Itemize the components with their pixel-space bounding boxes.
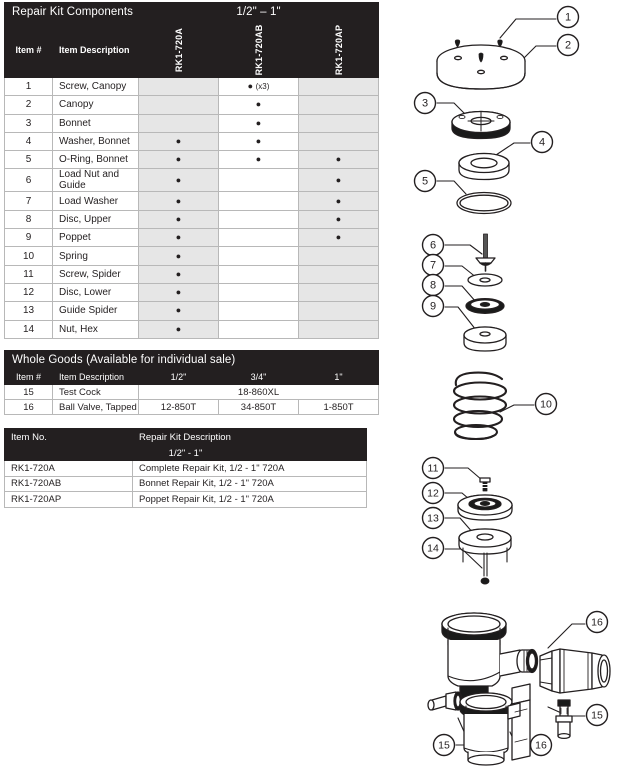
cell-part-number: 34-850T [219, 400, 299, 415]
mark-dot: ● [175, 250, 182, 261]
cell-kit-mark [139, 302, 219, 320]
callout-number: 10 [540, 398, 552, 411]
header-kit-rk1-720ap [299, 22, 379, 78]
cell-item-number: 3 [5, 114, 53, 132]
cell-item-description: Canopy [53, 96, 139, 114]
cell-item-description: Screw, Spider [53, 265, 139, 283]
cell-item-number: 15 [5, 385, 53, 400]
callout-number: 11 [427, 462, 439, 475]
cell-item-number: 7 [5, 192, 53, 210]
cell-kit-mark [139, 229, 219, 247]
rk-size-banner-row [5, 446, 367, 461]
cell-kit-mark [139, 320, 219, 338]
table-row [5, 114, 379, 132]
components-table-body [5, 78, 379, 339]
components-banner-size: 1/2" – 1" [139, 3, 379, 22]
callout-number: 13 [427, 512, 439, 525]
repair-kit-body [5, 461, 367, 508]
cell-kit-mark [139, 114, 219, 132]
cell-item-number: 16 [5, 400, 53, 415]
part-guide-spider [459, 529, 511, 576]
cell-kit-mark [139, 247, 219, 265]
header-kit-rk1-720a [139, 22, 219, 78]
cell-item-description: Screw, Canopy [53, 78, 139, 96]
wg-header-size-half: 1/2" [139, 370, 219, 385]
table-row [5, 320, 379, 338]
part-oring-bonnet [457, 193, 511, 214]
table-row [5, 247, 379, 265]
wg-header-item-number: Item # [5, 370, 53, 385]
callout-number: 9 [429, 300, 437, 313]
cell-kit-mark [139, 151, 219, 169]
mark-dot: ● [175, 268, 182, 279]
repair-kit-description-table [4, 428, 366, 508]
table-row [5, 385, 379, 400]
cell-kit-mark [219, 114, 299, 132]
part-washer-bonnet [459, 154, 509, 180]
part-disc-upper [466, 299, 504, 314]
callout-number: 3 [421, 97, 429, 110]
cell-part-number: 1-850T [299, 400, 379, 415]
cell-kit-mark [299, 169, 379, 192]
cell-kit-mark [299, 283, 379, 301]
cell-item-description: Test Cock [53, 385, 139, 400]
cell-item-number: 10 [5, 247, 53, 265]
table-row [5, 283, 379, 301]
cell-kit-mark [299, 114, 379, 132]
wg-header-item-description: Item Description [53, 370, 139, 385]
table-row [5, 400, 379, 415]
cell-item-description: Nut, Hex [53, 320, 139, 338]
whole-goods-banner-row [5, 351, 379, 370]
cell-kit-mark [299, 302, 379, 320]
cell-kit-mark [139, 283, 219, 301]
mark-dot: ● [175, 213, 182, 224]
callout-group [415, 7, 608, 756]
cell-kit-mark [219, 265, 299, 283]
components-header-row [5, 22, 379, 78]
mark-dot: ● [175, 287, 182, 298]
whole-goods-banner-title: Whole Goods (Available for individual sale) [5, 351, 379, 370]
callout-number: 4 [538, 136, 546, 149]
part-screw-spider [480, 478, 490, 491]
cell-kit-mark [219, 78, 299, 96]
table-row [5, 461, 367, 477]
table-row [5, 265, 379, 283]
callout-number: 6 [429, 239, 437, 252]
rk-size-banner: 1/2" - 1" [5, 446, 367, 461]
cell-item-number: 1 [5, 78, 53, 96]
part-test-cock-right [556, 700, 572, 738]
cell-part-number-span: 18-860XL [139, 385, 379, 400]
table-row [5, 78, 379, 96]
header-item-description: Item Description [53, 22, 139, 78]
cell-kit-mark [299, 132, 379, 150]
cell-kit-mark [139, 132, 219, 150]
table-row [5, 302, 379, 320]
table-row [5, 151, 379, 169]
cell-item-description: Load Washer [53, 192, 139, 210]
cell-item-description: Bonnet [53, 114, 139, 132]
cell-item-description: Guide Spider [53, 302, 139, 320]
cell-kit-mark [299, 151, 379, 169]
cell-kit-item-no: RK1-720AB [5, 476, 133, 492]
rk-header-kit-description: Repair Kit Description [133, 429, 367, 446]
part-canopy [437, 45, 525, 89]
cell-kit-mark [219, 302, 299, 320]
header-kit-rk1-720ab [219, 22, 299, 78]
part-disc-lower [458, 495, 512, 520]
cell-kit-description: Bonnet Repair Kit, 1/2 - 1" 720A [133, 476, 367, 492]
mark-dot: ● [175, 154, 182, 165]
cell-kit-mark [219, 320, 299, 338]
part-load-washer [468, 274, 502, 286]
cell-kit-mark [299, 247, 379, 265]
cell-kit-description: Poppet Repair Kit, 1/2 - 1" 720A [133, 492, 367, 508]
cell-kit-mark [219, 229, 299, 247]
whole-goods-table-inner [4, 350, 379, 415]
cell-kit-mark [299, 78, 379, 96]
header-kit-label: RK1-720A [173, 27, 184, 72]
header-kit-label: RK1-720AB [253, 24, 264, 75]
cell-item-number: 9 [5, 229, 53, 247]
mark-dot: ● [175, 232, 182, 243]
callout-number: 2 [564, 39, 572, 52]
mark-dot: ● [255, 136, 262, 147]
mark-dot: ● [335, 213, 342, 224]
components-banner-title: Repair Kit Components [5, 3, 139, 22]
mark-dot: ● [255, 117, 262, 128]
cell-kit-mark [219, 247, 299, 265]
mark-dot: ● [175, 305, 182, 316]
mark-dot: ● [175, 174, 182, 185]
diagram-svg [396, 0, 624, 768]
cell-kit-mark [219, 192, 299, 210]
mark-dot: ● [335, 195, 342, 206]
cell-kit-mark [139, 210, 219, 228]
mark-dot: ● (x3) [247, 81, 270, 92]
cell-item-number: 11 [5, 265, 53, 283]
mark-dot: ● [175, 323, 182, 334]
table-row [5, 132, 379, 150]
wg-header-size-threequarter: 3/4" [219, 370, 299, 385]
part-poppet [464, 327, 506, 351]
callout-number: 12 [427, 487, 439, 500]
whole-goods-body [5, 385, 379, 415]
callout-number: 1 [564, 11, 572, 24]
cell-item-number: 14 [5, 320, 53, 338]
rk-header-row [5, 429, 367, 446]
cell-kit-mark [139, 96, 219, 114]
cell-item-description: Spring [53, 247, 139, 265]
repair-kit-description-table-inner [4, 428, 367, 508]
cell-kit-description: Complete Repair Kit, 1/2 - 1" 720A [133, 461, 367, 477]
table-row [5, 210, 379, 228]
part-bonnet [452, 112, 510, 139]
cell-kit-mark [219, 151, 299, 169]
callout-number: 15 [591, 709, 603, 722]
cell-item-number: 4 [5, 132, 53, 150]
cell-item-description: Poppet [53, 229, 139, 247]
rk-header-item-no: Item No. [5, 429, 133, 446]
cell-kit-mark [139, 192, 219, 210]
callout-number: 16 [535, 739, 547, 752]
cell-kit-item-no: RK1-720AP [5, 492, 133, 508]
cell-kit-mark [299, 320, 379, 338]
cell-kit-mark [139, 169, 219, 192]
cell-kit-mark [139, 78, 219, 96]
cell-item-description: Ball Valve, Tapped [53, 400, 139, 415]
cell-kit-mark [299, 229, 379, 247]
callout-number: 7 [429, 259, 437, 272]
cell-item-number: 6 [5, 169, 53, 192]
cell-kit-mark [299, 265, 379, 283]
part-ball-valve-upper [540, 649, 610, 693]
cell-part-number: 12-850T [139, 400, 219, 415]
cell-kit-mark [219, 210, 299, 228]
table-row [5, 169, 379, 192]
part-spring [454, 373, 506, 439]
cell-kit-mark [299, 192, 379, 210]
mark-dot: ● [335, 174, 342, 185]
cell-item-description: Disc, Upper [53, 210, 139, 228]
cell-kit-mark [219, 169, 299, 192]
mark-dot: ● [175, 195, 182, 206]
cell-item-description: Load Nut and Guide [53, 169, 139, 192]
components-banner-row [5, 3, 379, 22]
table-row [5, 96, 379, 114]
cell-kit-mark [219, 96, 299, 114]
callout-number: 5 [421, 175, 429, 188]
cell-item-description: Disc, Lower [53, 283, 139, 301]
cell-kit-mark [299, 96, 379, 114]
part-load-nut-guide [476, 234, 495, 271]
mark-dot: ● [255, 154, 262, 165]
cell-item-number: 8 [5, 210, 53, 228]
exploded-assembly-diagram [396, 0, 624, 768]
cell-kit-mark [139, 265, 219, 283]
components-table [4, 2, 379, 339]
callout-number: 15 [438, 739, 450, 752]
cell-item-description: O-Ring, Bonnet [53, 151, 139, 169]
repair-kit-components-table [4, 2, 378, 339]
cell-kit-item-no: RK1-720A [5, 461, 133, 477]
callout-number: 16 [591, 616, 603, 629]
callout-number: 14 [427, 542, 439, 555]
part-nut-hex [481, 578, 489, 584]
table-row [5, 492, 367, 508]
cell-kit-mark [299, 210, 379, 228]
mark-dot: ● [335, 154, 342, 165]
cell-item-number: 2 [5, 96, 53, 114]
cell-item-number: 5 [5, 151, 53, 169]
mark-dot: ● [255, 99, 262, 110]
table-row [5, 229, 379, 247]
cell-kit-mark [219, 132, 299, 150]
cell-item-description: Washer, Bonnet [53, 132, 139, 150]
mark-dot: ● [175, 136, 182, 147]
header-item-number: Item # [5, 22, 53, 78]
table-row [5, 476, 367, 492]
cell-kit-mark [219, 283, 299, 301]
callout-number: 8 [429, 279, 437, 292]
mark-qty: (x3) [255, 82, 270, 92]
cell-item-number: 12 [5, 283, 53, 301]
cell-item-number: 13 [5, 302, 53, 320]
table-row [5, 192, 379, 210]
whole-goods-header-row [5, 370, 379, 385]
header-kit-label: RK1-720AP [333, 24, 344, 75]
wg-header-size-one: 1" [299, 370, 379, 385]
mark-dot: ● [335, 232, 342, 243]
whole-goods-table [4, 350, 378, 415]
